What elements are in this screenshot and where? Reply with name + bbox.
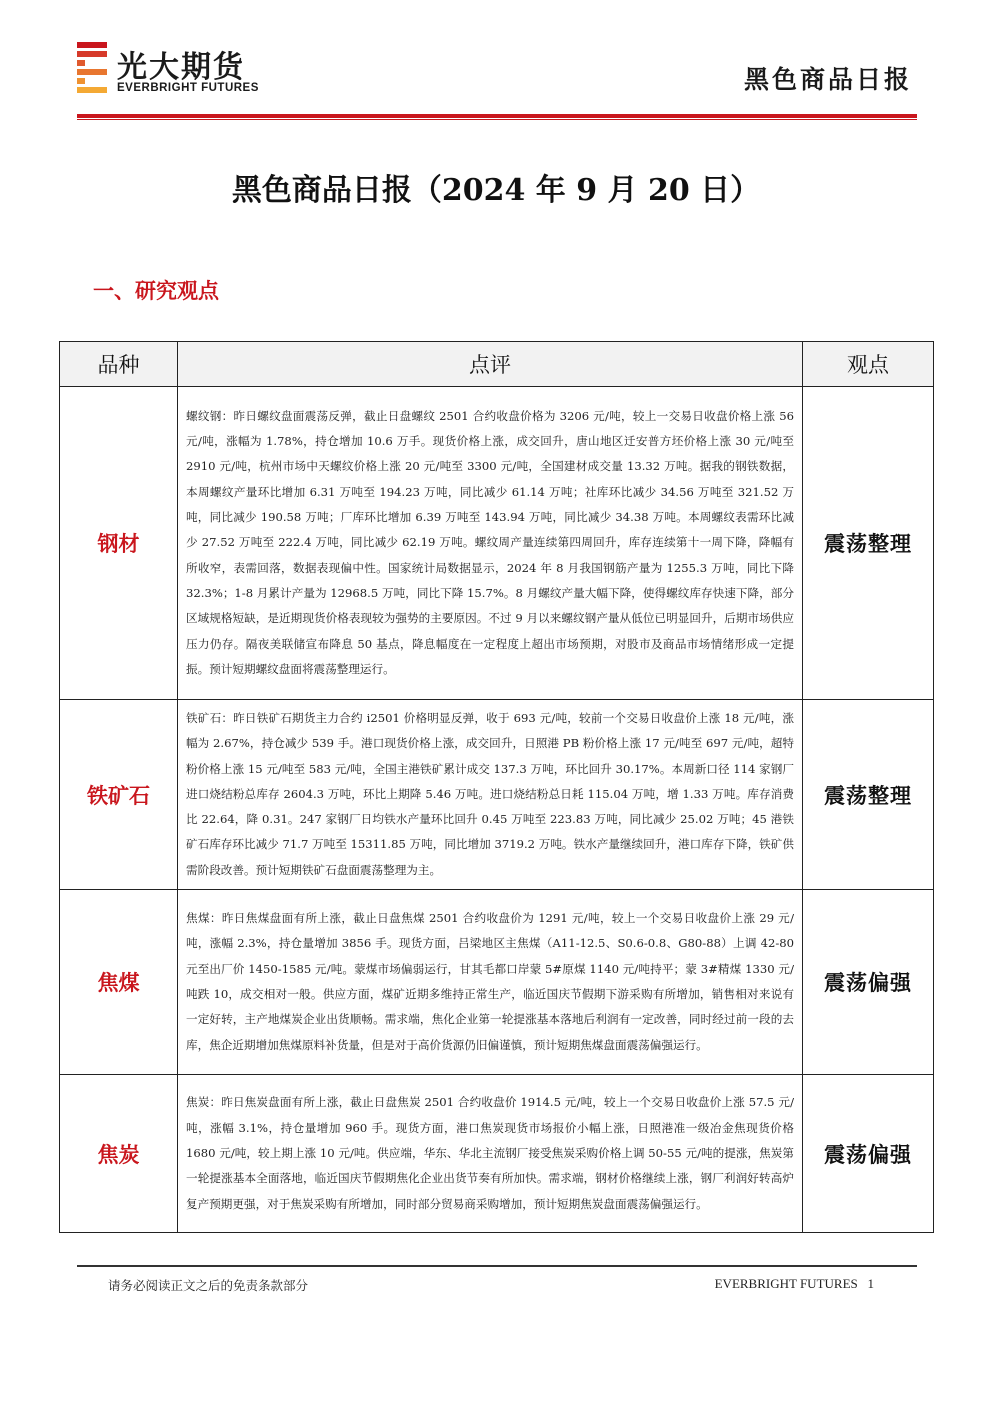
table-row xyxy=(60,387,934,700)
header-divider xyxy=(77,114,917,118)
header-divider-thin xyxy=(77,119,917,120)
table-header-row xyxy=(60,342,934,387)
logo-text-en: EVERBRIGHT FUTURES xyxy=(117,82,259,94)
variety-cell: 铁矿石 xyxy=(60,700,178,890)
footer-brand-text: EVERBRIGHT FUTURES xyxy=(714,1276,858,1291)
variety-cell: 钢材 xyxy=(60,387,178,700)
view-cell: 震荡偏强 xyxy=(803,1075,934,1233)
page-header xyxy=(0,0,992,130)
logo-mark-icon xyxy=(77,42,109,98)
research-view-table xyxy=(59,341,934,1233)
table-row xyxy=(60,1075,934,1233)
table-row xyxy=(60,890,934,1075)
footer-disclaimer[interactable]: 请务必阅读正文之后的免责条款部分 xyxy=(108,1278,309,1293)
comment-cell: 焦煤：昨日焦煤盘面有所上涨，截止日盘焦煤 2501 合约收盘价为 1291 元/吨，较上一个交易日收盘价上涨 29 元/吨，涨幅 2.3%，持仓量增加 3856 手。现货方面，吕梁地区主焦煤（A11-12.5、S0.6-0.8、G80-88）上调 42-80 元至出厂价 1450-1585 元/吨。蒙煤市场偏弱运行，甘其毛都口岸蒙 5#原煤 1140 元/吨持平；蒙 3#精煤 1330 元/吨跌 10，成交相对一般。供应方面，煤矿近期多维持正常生产，临近国庆节假期下游采购有所增加，销售相对来说有一定好转，主产地煤炭企业出货顺畅。需求端，焦化企业第一轮提涨基本落地后利润有一定改善，同时经过前一段的去库，焦企近期增加焦煤原料补货量，但是对于高价货源仍旧偏谨慎，预计短期焦煤盘面震荡偏强运行。 xyxy=(178,890,803,1075)
column-header-comment: 点评 xyxy=(178,342,803,387)
table-row xyxy=(60,700,934,890)
page-number: 1 xyxy=(867,1276,874,1291)
comment-cell: 螺纹钢：昨日螺纹盘面震荡反弹，截止日盘螺纹 2501 合约收盘价格为 3206 元/吨，较上一交易日收盘价格上涨 56 元/吨，涨幅为 1.78%，持仓增加 10.6 万手。现货价格上涨，成交回升，唐山地区迁安普方坯价格上涨 30 元/吨至 2910 元/吨，杭州市场中天螺纹价格上涨 20 元/吨至 3300 元/吨，全国建材成交量 13.32 万吨。据我的钢铁数据，本周螺纹产量环比增加 6.31 万吨至 194.23 万吨，同比减少 61.14 万吨；社库环比减少 34.56 万吨至 321.52 万吨，同比减少 190.58 万吨；厂库环比增加 6.39 万吨至 143.94 万吨，同比减少 34.38 万吨。本周螺纹表需环比减少 27.52 万吨至 222.4 万吨，同比减少 62.19 万吨。螺纹周产量连续第四周回升，库存连续第十一周下降，降幅有所收窄，表需回落，数据表现偏中性。国家统计局数据显示，2024 年 8 月我国钢筋产量为 1255.3 万吨，同比下降 32.3%；1-8 月累计产量为 12968.5 万吨，同比下降 15.7%。8 月螺纹产量大幅下降，使得螺纹库存快速下降，部分区域规格短缺，是近期现货价格表现较为强势的主要原因。不过 9 月以来螺纹钢产量从低位已明显回升，后期市场供应压力仍存。隔夜美联储宣布降息 50 基点，降息幅度在一定程度上超出市场预期，对股市及商品市场情绪形成一定提振。预计短期螺纹盘面将震荡整理运行。 xyxy=(178,387,803,700)
view-cell: 震荡整理 xyxy=(803,387,934,700)
variety-cell: 焦煤 xyxy=(60,890,178,1075)
footer-divider xyxy=(77,1265,917,1267)
company-logo[interactable] xyxy=(77,42,277,98)
view-cell: 震荡整理 xyxy=(803,700,934,890)
comment-cell: 焦炭：昨日焦炭盘面有所上涨，截止日盘焦炭 2501 合约收盘价 1914.5 元/吨，较上一个交易日收盘价上涨 57.5 元/吨，涨幅 3.1%，持仓量增加 960 手。现货方面，港口焦炭现货市场报价小幅上涨，日照港准一级冶金焦现货价格 1680 元/吨，较上期上涨 10 元/吨。供应端，华东、华北主流钢厂接受焦炭采购价格上调 50-55 元/吨的提涨，焦炭第一轮提涨基本全面落地，临近国庆节假期焦化企业出货节奏有所加快。需求端，钢材价格继续上涨，钢厂利润好转高炉复产预期更强，对于焦炭采购有所增加，同时部分贸易商采购增加，预计短期焦炭盘面震荡偏强运行。 xyxy=(178,1075,803,1233)
section-heading: 一、研究观点 xyxy=(93,279,219,303)
variety-cell: 焦炭 xyxy=(60,1075,178,1233)
column-header-variety: 品种 xyxy=(60,342,178,387)
footer-brand xyxy=(715,1276,874,1292)
document-title: 黑色商品日报（2024 年 9 月 20 日） xyxy=(231,173,761,208)
logo-text-cn: 光大期货 xyxy=(117,50,245,85)
view-cell: 震荡偏强 xyxy=(803,890,934,1075)
column-header-view: 观点 xyxy=(803,342,934,387)
report-type-label: 黑色商品日报 xyxy=(743,65,912,94)
comment-cell: 铁矿石：昨日铁矿石期货主力合约 i2501 价格明显反弹，收于 693 元/吨，较前一个交易日收盘价上涨 18 元/吨，涨幅为 2.67%，持仓减少 539 手。港口现货价格上涨，成交回升，日照港 PB 粉价格上涨 17 元/吨至 697 元/吨，超特粉价格上涨 15 元/吨至 583 元/吨，全国主港铁矿累计成交 137.3 万吨，环比回升 30.17%。本周新口径 114 家钢厂进口烧结粉总库存 2604.3 万吨，环比上期降 5.46 万吨。进口烧结粉总日耗 115.04 万吨，增 1.33 万吨。库存消费比 22.64，降 0.31。247 家钢厂日均铁水产量环比回升 0.45 万吨至 223.83 万吨，同比减少 25.02 万吨；45 港铁矿石库存环比减少 71.7 万吨至 15311.85 万吨，同比增加 3719.2 万吨。铁水产量继续回升，港口库存下降，铁矿供需阶段改善。预计短期铁矿石盘面震荡整理为主。 xyxy=(178,700,803,890)
